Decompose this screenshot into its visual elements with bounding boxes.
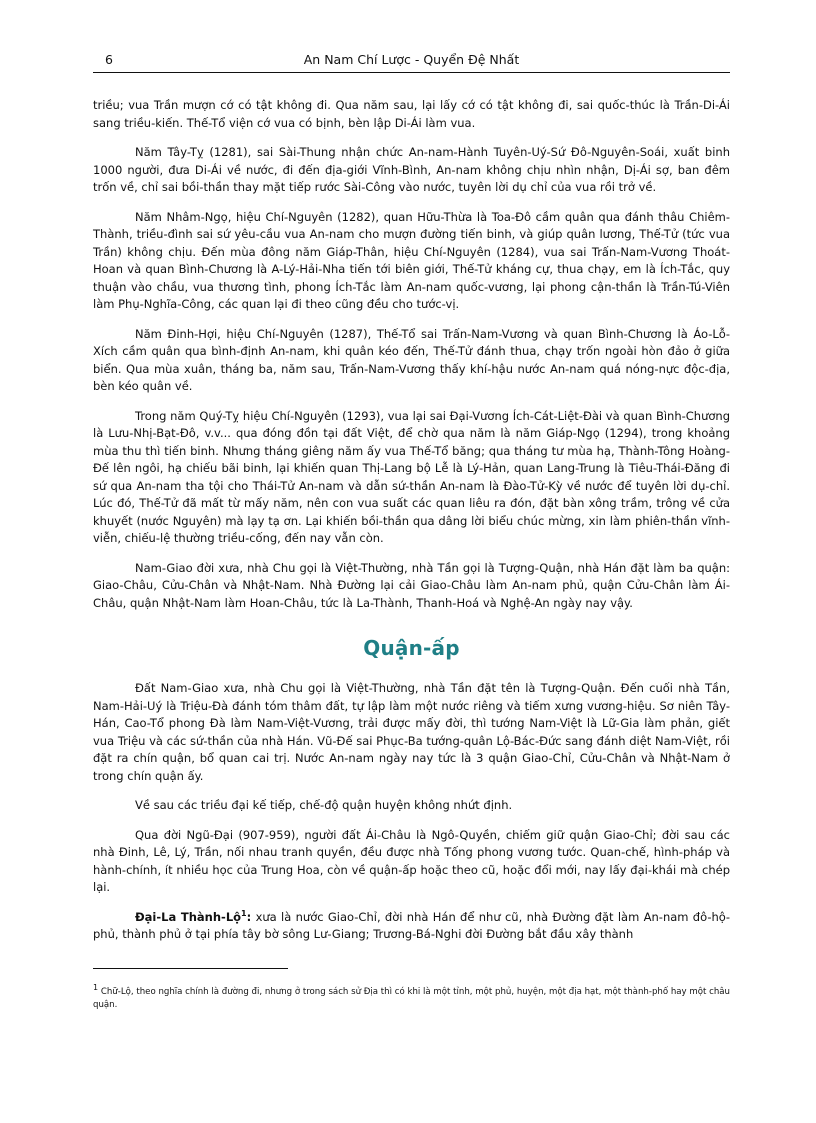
- body-paragraph: Qua đời Ngũ-Đại (907-959), người đất Ái-Châu là Ngô-Quyền, chiếm giữ quận Giao-Chỉ; đời sau các nhà Đinh, Lê, Lý, Trần, nối nhau tranh quyền, đều được nhà Tống phong vương tước. Quan-chế, hình-pháp và hành-chính, ít nhiều học của Trung Hoa, còn về quận-ấp hoặc theo cũ, hoặc đổi mới, nay lấy đại-khái mà chép lại.: [93, 827, 730, 894]
- body-paragraph: Năm Tây-Tỵ (1281), sai Sài-Thung nhận chức An-nam-Hành Tuyên-Uý-Sứ Đô-Nguyên-Soái, xuất binh 1000 người, đưa Di-Ái về nước, đi đến địa-giới Vĩnh-Bình, An-nam không chịu nhìn nhận, Dị-Ái sợ, ban đêm trốn về, chỉ sai bồi-thần thay mặt tiếp rước Sài-Công vào nước, tuyên lời dụ chỉ của vua rồi trở về.: [93, 145, 730, 194]
- footnote-divider: [93, 968, 288, 969]
- page-number: 6: [105, 52, 113, 67]
- entry-text: xưa là nước Giao-Chỉ, đời nhà Hán để như cũ, nhà Đường đặt làm An-nam đô-hộ-phủ, thành phủ ở tại phía tây bờ sông Lư-Giang; Trương-Bá-Nghi đời Đường bắt đầu xây thành: [93, 909, 730, 941]
- section-heading: Quận-ấp: [363, 636, 460, 660]
- footnote: [93, 983, 730, 1012]
- body-paragraph: Năm Nhâm-Ngọ, hiệu Chí-Nguyên (1282), quan Hữu-Thừa là Toa-Đô cầm quân qua đánh thâu Chiêm-Thành, triều-đình sai sứ yêu-cầu vua An-nam cho mượn đường tiến binh, và giúp quân lương, Thế-Tử (tức vua Trần) không chịu. Đến mùa đông năm Giáp-Thân, hiệu Chí-Nguyên (1284), vua sai Trấn-Nam-Vương Thoát-Hoan và quan Bình-Chương là A-Lý-Hải-Nha tiến tới biên giới, Thế-Tử kháng cự, thua chạy, em là Ích-Tắc, quy thuận vào chầu, vua thương tình, phong Ích-Tắc làm An-nam quốc-vương, lại phong cận-thần là Trần-Tú-Viên làm Phụ-Nghĩa-Công, các quan lại đi theo cũng đều cho tước-vị.: [93, 209, 730, 311]
- entry-term-colon: :: [246, 909, 252, 924]
- footnote-text: Chữ-Lộ, theo nghĩa chính là đường đi, nhưng ở trong sách sử Địa thì có khi là một tỉnh, một phủ, huyện, một địa hạt, một thành-phố hay một châu quận.: [93, 987, 730, 1010]
- footnote-reference[interactable]: 1: [241, 908, 247, 918]
- body-paragraph: Nam-Giao đời xưa, nhà Chu gọi là Việt-Thường, nhà Tần gọi là Tượng-Quận, nhà Hán đặt làm ba quận: Giao-Châu, Cửu-Chân và Nhật-Nam. Nhà Đường lại cải Giao-Châu làm An-nam phủ, quận Cửu-Chân làm Ái-Châu, quận Nhật-Nam làm Hoan-Châu, tức là La-Thành, Thanh-Hoá và Nghệ-An ngày nay vậy.: [93, 560, 730, 610]
- body-paragraph: triều; vua Trần mượn cớ có tật không đi. Qua năm sau, lại lấy cớ có tật không đi, sai quốc-thúc là Trần-Di-Ái sang triều-kiến. Thế-Tổ viện cớ vua có bịnh, bèn lập Di-Ái làm vua.: [93, 98, 730, 130]
- running-title: An Nam Chí Lược - Quyển Đệ Nhất: [303, 52, 520, 67]
- footnote-mark: 1: [93, 983, 99, 993]
- body-paragraph: Đất Nam-Giao xưa, nhà Chu gọi là Việt-Thường, nhà Tần đặt tên là Tượng-Quận. Đến cuối nhà Tần, Nam-Hải-Uý là Triệu-Đà đánh tóm thâm đất, tự lập làm một nước riêng và tiếm xưng vương-hiệu. Sơ niên Tây-Hán, Cao-Tổ phong Đà làm Nam-Việt-Vương, trải được mấy đời, thì tướng Nam-Việt là Lữ-Gia làm phản, giết vua Triệu và các sứ-thần của nhà Hán. Vũ-Đế sai Phục-Ba tướng-quân Lộ-Bác-Đức sang đánh diệt Nam-Việt, rồi đặt ra chín quận, bổ quan cai trị. Nước An-nam ngày nay tức là 3 quận Giao-Chỉ, Cửu-Chân và Nhật-Nam ở trong chín quận ấy.: [93, 681, 730, 783]
- body-paragraph: Trong năm Quý-Tỵ hiệu Chí-Nguyên (1293), vua lại sai Đại-Vương Ích-Cát-Liệt-Đài và quan Bình-Chương là Lưu-Nhị-Bạt-Đô, v.v... qua đóng đồn tại đất Việt, để chờ qua năm là năm Giáp-Ngọ (1294), trong khoảng mùa thu thì tiến binh. Nhưng tháng giêng năm ấy vua Thế-Tổ băng; qua tháng tư mùa hạ, Thành-Tông Hoàng-Đế lên ngôi, hạ chiếu bãi binh, lại khiến quan Thị-Lang bộ Lễ là Lý-Hản, quan Lang-Trung là Tiêu-Thái-Đăng đi sứ qua An-nam tha tội cho Thái-Tử An-nam và dẫn sứ-thần An-nam là Đào-Tử-Kỳ về nước để tuyên lời dụ-chỉ. Lúc đó, Thế-Tử đã mất từ mấy năm, nên con vua suất các quan liêu ra đón, đặt bàn xông trầm, trông về cửa khuyết (nước Nguyên) mà lạy tạ ơn. Lại khiến bồi-thần qua dâng lời biểu chúc mừng, xin làm phiên-thần vĩnh-viễn, chiếu-lệ thường triều-cống, đến nay vẫn còn.: [93, 408, 730, 545]
- entry-term: Đại-La Thành-Lộ: [135, 909, 242, 924]
- header-divider: [93, 72, 730, 73]
- body-paragraph: Về sau các triều đại kế tiếp, chế-độ quận huyện không nhứt định.: [135, 798, 513, 812]
- page-body: [93, 97, 730, 956]
- body-paragraph: Năm Đinh-Hợi, hiệu Chí-Nguyên (1287), Thế-Tổ sai Trấn-Nam-Vương và quan Bình-Chương là Áo-Lỗ-Xích cầm quân qua bình-định An-nam, khi quân kéo đến, Thế-Tử đánh thua, chạy trốn ngoài hòn đảo ở giữa biển. Qua mùa xuân, tháng ba, năm sau, Trấn-Nam-Vương thấy khí-hậu nước An-nam quá nóng-nực độc-địa, bèn kéo quân về.: [93, 326, 730, 393]
- page-header: [93, 50, 730, 72]
- entry-paragraph: [93, 909, 730, 944]
